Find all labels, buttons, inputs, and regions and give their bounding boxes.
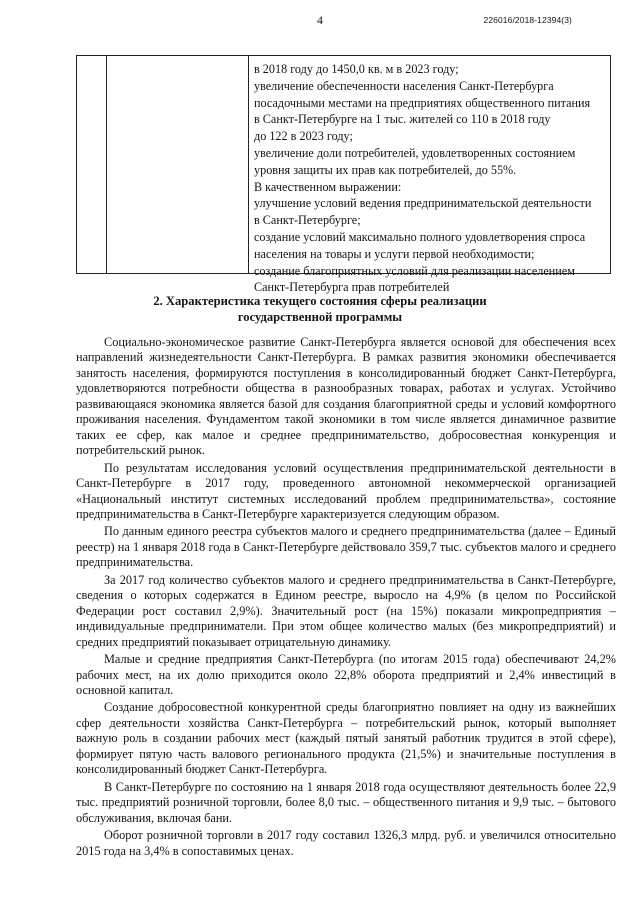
paragraph: По данным единого реестра субъектов малого и среднего предпринимательства (далее – Единый реестр) на 1 января 2018 года в Санкт-Петербурге действовало 359,7 тыс. субъектов малого и среднего предпринимательства. bbox=[76, 524, 616, 570]
table-cell-indicators bbox=[254, 61, 606, 296]
table-line: создание благоприятных условий для реализации населением bbox=[254, 263, 575, 278]
table-line: увеличение обеспеченности населения Санкт-Петербурга bbox=[254, 78, 554, 93]
table-line: Санкт-Петербурга прав потребителей bbox=[254, 280, 450, 295]
paragraph: За 2017 год количество субъектов малого и среднего предпринимательства в Санкт-Петербурге, сведения о которых содержатся в Едином реестре, выросло на 4,9% (в целом по Российской Федерации рост составил 2,9%). Значительный рост (на 15%) показали микропредприятия – индивидуальные предприниматели. При этом общее количество малых (без микропредприятий) и средних предприятий показывает отрицательную динамику. bbox=[76, 572, 616, 649]
table-line: в 2018 году до 1450,0 кв. м в 2023 году; bbox=[254, 62, 459, 76]
page-number: 4 bbox=[317, 13, 323, 27]
table-line: создание условий максимально полного удовлетворения спроса bbox=[254, 229, 586, 244]
table-line: увеличение доли потребителей, удовлетворенных состоянием bbox=[254, 145, 576, 160]
paragraph: Создание добросовестной конкурентной среды благоприятно повлияет на одну из важнейших сфер деятельности хозяйства Санкт-Петербурга – потребительский рынок, который выполняет важную роль в создании рабочих мест (каждый пятый занятый работник трудится в этой сфере), формирует пятую часть валового регионального продукта (21,5%) и значительные поступления в консолидированный бюджет Санкт-Петербурга. bbox=[76, 700, 616, 777]
paragraph: Малые и средние предприятия Санкт-Петербурга (по итогам 2015 года) обеспечивают 24,2% рабочих мест, на их долю приходится около 22,8% оборота предприятий и 2,4% инвестиций в основной капитал. bbox=[76, 652, 616, 697]
paragraph: Социально-экономическое развитие Санкт-Петербурга является основой для обеспечения всех направлений жизнедеятельности Санкт-Петербурга. В рамках развития экономики обеспечивается занятость населения, формируются поступления в консолидированный бюджет Санкт-Петербурга, удовлетворяются потребности общества в разнообразных товарах, работах и услугах. Устойчиво развивающаяся экономика является базой для создания благоприятной среды и условий комфортного проживания населения. Фундаментом такой экономики в том числе является динамичное развитие таких ее сфер, как малое и среднее предпринимательство, добросовестная конкуренция и потребительский рынок. bbox=[76, 335, 616, 458]
table-line: населения на товары и услуги первой необходимости; bbox=[254, 246, 535, 261]
section-title-line: 2. Характеристика текущего состояния сферы реализации bbox=[153, 294, 487, 308]
section-body bbox=[76, 335, 616, 859]
table-line: в Санкт-Петербурге на 1 тыс. жителей со 110 в 2018 году bbox=[254, 112, 551, 127]
table-line: до 122 в 2023 году; bbox=[254, 129, 353, 144]
paragraph: Оборот розничной торговли в 2017 году составил 1326,3 млрд. руб. и увеличился относительно 2015 года на 3,4% в сопоставимых ценах. bbox=[76, 828, 616, 858]
table-column-divider bbox=[248, 56, 249, 273]
paragraph: По результатам исследования условий осуществления предпринимательской деятельности в Санкт-Петербурге в 2017 году, проведенного автономной некоммерческой организацией «Национальный институт системных исследований проблем предпринимательства», состояние предпринимательства в Санкт-Петербурге характеризуется следующим образом. bbox=[76, 460, 616, 521]
document-code: 226016/2018-12394(3) bbox=[483, 15, 572, 25]
table-line: посадочными местами на предприятиях общественного питания bbox=[254, 95, 591, 110]
table-line: В качественном выражении: bbox=[254, 179, 402, 194]
table-line: улучшение условий ведения предпринимательской деятельности bbox=[254, 196, 592, 211]
section-title-line: государственной программы bbox=[237, 310, 403, 324]
paragraph: В Санкт-Петербурге по состоянию на 1 января 2018 года осуществляют деятельность более 22,9 тыс. предприятий розничной торговли, более 8,0 тыс. – общественного питания и 9,9 тыс. – бытового обслуживания, включая бани. bbox=[76, 779, 616, 825]
section-heading bbox=[0, 293, 640, 325]
table-column-divider bbox=[106, 56, 107, 273]
table-line: уровня защиты их прав как потребителей, до 55%. bbox=[254, 162, 517, 177]
targets-table bbox=[76, 55, 611, 295]
table-line: в Санкт-Петербурге; bbox=[254, 213, 361, 228]
